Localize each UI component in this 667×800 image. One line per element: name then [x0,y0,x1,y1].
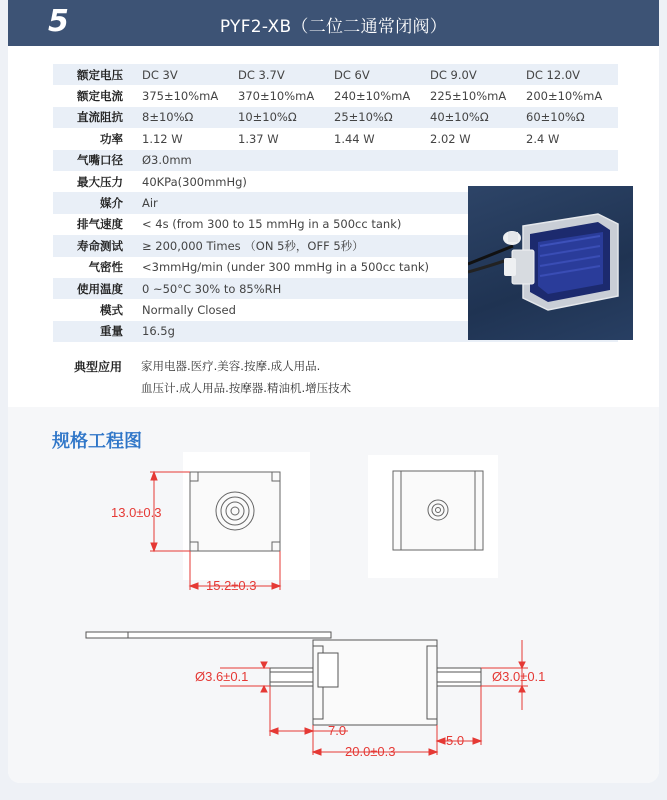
spec-cell: 375±10%mA [142,89,219,104]
front-view [190,472,280,551]
spec-cell: 225±10%mA [430,89,507,104]
spec-cell: 370±10%mA [238,89,315,104]
spec-cell: 1.37 W [238,131,279,146]
spec-cell: DC 3V [138,64,234,85]
product-photo [468,186,633,340]
spec-label: 媒介 [53,192,138,213]
spec-row-voltage [53,64,618,85]
spec-cell: 2.02 W [430,131,471,146]
spec-label: 排气速度 [77,217,123,232]
spec-label: 气嘴口径 [53,150,138,171]
spec-value: Normally Closed [142,302,236,317]
spec-cell: 200±10%mA [526,89,603,104]
spec-cell: DC 3.7V [234,64,330,85]
spec-label: 额定电流 [77,89,123,104]
spec-row-power [53,128,618,149]
applications-line: 血压计.成人用品.按摩器.精油机.增压技术 [141,381,352,395]
dimension-width-label: 15.2±0.3 [206,578,257,593]
dimension-body-length-label: 20.0±0.3 [345,744,396,759]
header-bar [8,0,659,46]
spec-cell: 1.44 W [334,131,375,146]
spec-label: 最大压力 [77,174,123,189]
spec-label: 直流阻抗 [53,107,138,128]
spec-cell: 25±10%Ω [330,107,426,128]
spec-cell: 1.12 W [142,131,183,146]
spec-value: Air [138,192,618,213]
back-view [393,471,483,550]
spec-cell: DC 6V [330,64,426,85]
dimension-nozzle-length-label: 5.0 [446,733,465,748]
spec-cell: 8±10%Ω [138,107,234,128]
spec-value: <3mmHg/min (under 300 mmHg in a 500cc tank) [142,260,430,275]
dimension-outlet-label: Ø3.0±0.1 [492,669,546,684]
engineering-drawing [8,450,659,783]
applications-label: 典型应用 [74,360,123,374]
product-title: PYF2-XB（二位二通常闭阀） [219,17,448,37]
dimension-height-label: 13.0±0.3 [111,505,162,520]
dimension-offset-label: 7.0 [328,723,347,738]
spec-label: 使用温度 [53,278,138,299]
spec-value: 40KPa(300mmHg) [142,174,247,189]
product-number: 5 [48,4,69,39]
spec-value: Ø3.0mm [138,150,618,171]
spec-row-current [53,85,618,106]
spec-cell: 60±10%Ω [522,107,618,128]
spec-cell: 2.4 W [526,131,560,146]
spec-label: 模式 [100,302,123,317]
section-title: 规格工程图 [52,431,142,452]
product-card [8,0,659,783]
applications-line: 家用电器.医疗.美容.按摩.成人用品. [141,359,321,373]
spec-cell: 240±10%mA [334,89,411,104]
spec-row-resistance [53,107,618,128]
spec-value: < 4s (from 300 to 15 mmHg in a 500cc tank) [142,217,402,232]
spec-row-orifice [53,150,618,171]
spec-value: 0 ~50°C 30% to 85%RH [138,278,618,299]
spec-label: 功率 [100,131,123,146]
dimension-inlet-label: Ø3.6±0.1 [195,669,249,684]
spec-value: 16.5g [138,321,618,342]
spec-cell: 10±10%Ω [234,107,330,128]
spec-cell: DC 12.0V [522,64,618,85]
spec-value: ≥ 200,000 Times （ON 5秒，OFF 5秒） [138,235,618,256]
spec-cell: DC 9.0V [426,64,522,85]
spec-label: 寿命测试 [53,235,138,256]
spec-cell: 40±10%Ω [426,107,522,128]
spec-label: 重量 [53,321,138,342]
side-view [86,632,481,725]
spec-label: 气密性 [88,260,123,275]
spec-label: 额定电压 [53,64,138,85]
